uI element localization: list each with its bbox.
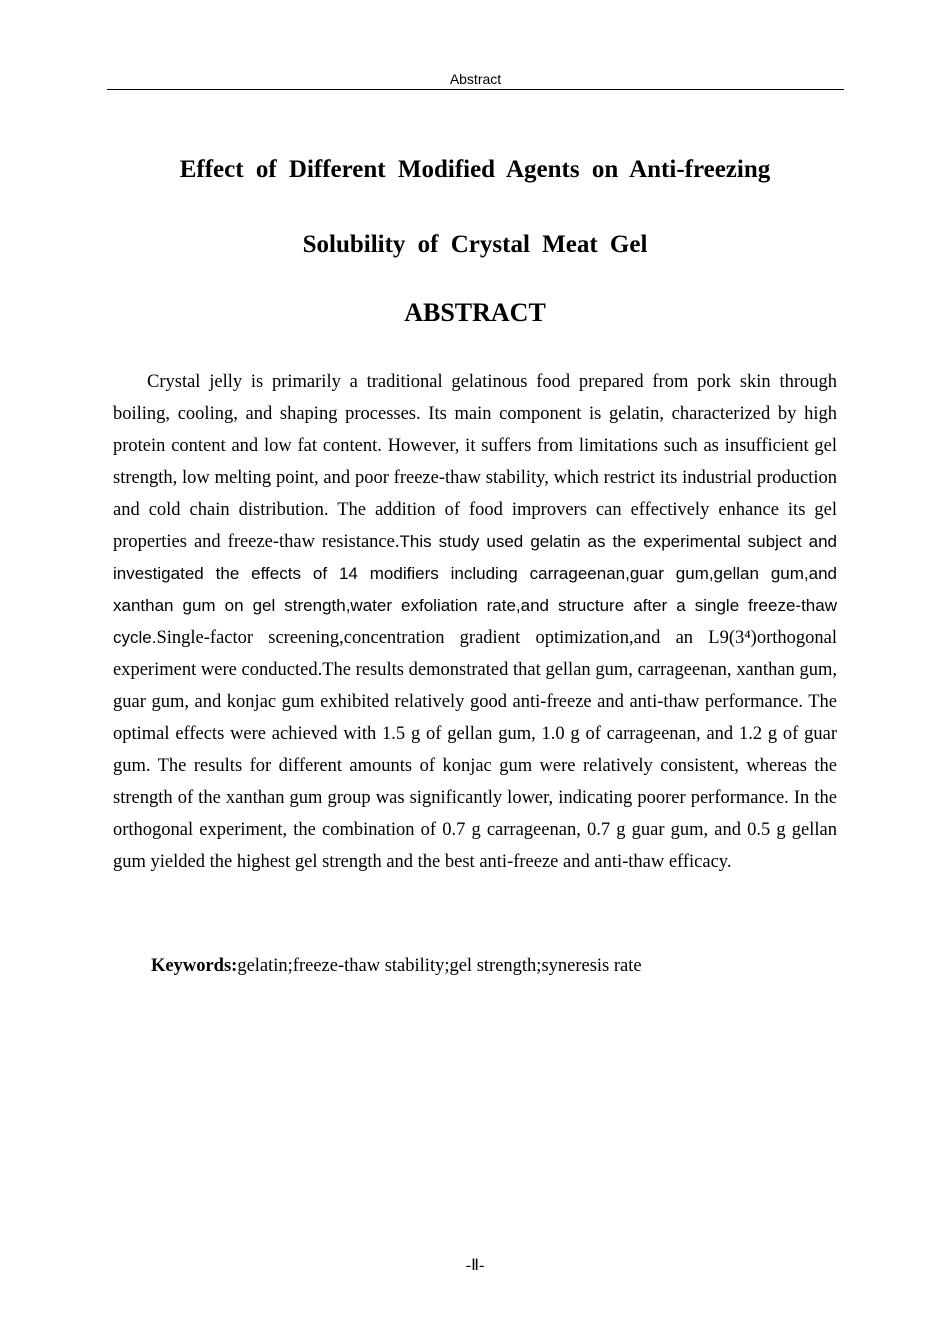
header-rule — [107, 89, 844, 90]
paper-title — [110, 132, 840, 282]
abstract-text-part-3: Single-factor screening,concentration gradient optimization,and an L9(3⁴)orthogonal experiment were conducted.The results demonstrated that gellan gum, carrageenan, xanthan gum, guar gum, and konjac gum exhibited relatively good anti-freeze and anti-thaw performance. The optimal effects were achieved with 1.5 g of gellan gum, 1.0 g of carrageenan, and 1.2 g of guar gum. The results for different amounts of konjac gum were relatively consistent, whereas the strength of the xanthan gum group was significantly lower, indicating poorer performance. In the orthogonal experiment, the combination of 0.7 g carrageenan, 0.7 g guar gum, and 0.5 g gellan gum yielded the highest gel strength and the best anti-freeze and anti-thaw efficacy. — [113, 628, 837, 872]
running-header: Abstract — [449, 71, 502, 87]
abstract-body — [113, 366, 837, 878]
keywords-line — [113, 950, 837, 982]
keywords-text: gelatin;freeze-thaw stability;gel strength;syneresis rate — [237, 956, 642, 976]
paper-title-line-2: Solubility of Crystal Meat Gel — [302, 231, 648, 258]
abstract-text-part-1: Crystal jelly is primarily a traditional gelatinous food prepared from pork skin through boiling, cooling, and shaping processes. Its main component is gelatin, characterized by high protein content and low fat content. However, it suffers from limitations such as insufficient gel strength, low melting point, and poor freeze-thaw stability, which restrict its industrial production and cold chain distribution. The addition of food improvers can effectively enhance its gel properties and freeze-thaw resistance. — [113, 372, 837, 552]
abstract-heading: ABSTRACT — [404, 298, 546, 327]
keywords-label: Keywords: — [151, 956, 238, 976]
abstract-text-part-2: This study used gelatin as the experimental subject and investigated the effects of 14 modifiers including carrageenan,guar gum,gellan gum,and xanthan gum on gel strength,water exfoliation rate,and structure after a single freeze-thaw cycle. — [113, 532, 837, 647]
page-number: -Ⅱ- — [465, 1257, 485, 1274]
paper-title-line-1: Effect of Different Modified Agents on Anti-freezing — [179, 156, 771, 183]
